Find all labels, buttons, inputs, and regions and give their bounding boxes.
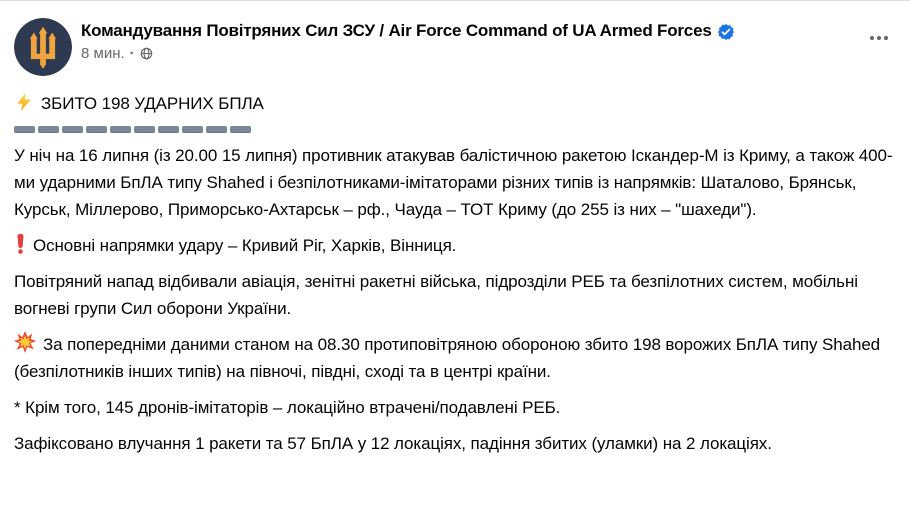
post-paragraph-5 <box>14 430 896 457</box>
minus-dash-emoji <box>14 126 35 133</box>
paragraph-text: * Крім того, 145 дронів-імітаторів – локаційно втрачені/подавлені РЕБ. <box>14 398 561 417</box>
header-text <box>81 18 864 62</box>
name-row <box>81 21 864 41</box>
post-paragraph-1 <box>14 232 896 259</box>
trident-emblem-icon <box>14 18 72 76</box>
paragraph-text: За попередніми даними станом на 08.30 протиповітряною обороною збито 198 ворожих БпЛА типу Shahed (безпілотників інших типів) на півночі, півдні, сході та в центрі країни. <box>14 335 881 381</box>
post-body <box>0 90 910 457</box>
paragraph-text: У ніч на 16 липня (із 20.00 15 липня) противник атакував балістичною ракетою Іскандер-М із Криму, а також 400-ми ударними БпЛА типу Shahed і безпілотниками-імітаторами різних типів із напрямків: Шаталово, Брянськ, Курськ, Міллерово, Приморсько-Ахтарськ – рф., Чауда – ТОТ Криму (до 255 із них – "шахеди"). <box>14 146 893 219</box>
minus-dash-emoji <box>62 126 83 133</box>
red-exclamation-icon <box>14 233 27 254</box>
minus-dash-emoji <box>230 126 251 133</box>
minus-dash-emoji <box>158 126 179 133</box>
post-paragraph-0 <box>14 142 896 223</box>
post-paragraph-2 <box>14 268 896 322</box>
page-avatar[interactable] <box>14 18 72 76</box>
meta-separator: · <box>129 45 135 62</box>
verified-badge-icon <box>718 24 734 40</box>
more-options-button[interactable] <box>864 26 894 50</box>
paragraph-text: Повітряний напад відбивали авіація, зенітні ракетні війська, підрозділи РЕБ та безпілотних систем, мобільні вогневі групи Сил оборони України. <box>14 272 858 318</box>
minus-dash-emoji <box>86 126 107 133</box>
minus-dash-emoji <box>134 126 155 133</box>
page-name-link[interactable]: Командування Повітряних Сил ЗСУ / Air Force Command of UA Armed Forces <box>81 21 712 40</box>
collision-icon <box>14 331 36 353</box>
globe-icon <box>140 47 153 60</box>
post-title <box>14 90 896 117</box>
separator-dashes <box>14 126 896 133</box>
post-header <box>0 1 910 76</box>
post-timestamp[interactable]: 8 мин. <box>81 45 125 62</box>
minus-dash-emoji <box>182 126 203 133</box>
more-options-icon <box>870 36 874 40</box>
paragraph-text: Зафіксовано влучання 1 ракети та 57 БпЛА у 12 локаціях, падіння збитих (уламки) на 2 локаціях. <box>14 434 772 453</box>
post-paragraph-3 <box>14 331 896 385</box>
post-paragraph-4 <box>14 394 896 421</box>
post-title-text: ЗБИТО 198 УДАРНИХ БПЛА <box>41 94 264 113</box>
minus-dash-emoji <box>38 126 59 133</box>
minus-dash-emoji <box>206 126 227 133</box>
post-meta <box>81 45 864 62</box>
lightning-icon <box>14 92 34 112</box>
paragraph-text: Основні напрямки удару – Кривий Ріг, Харків, Вінниця. <box>33 236 457 255</box>
minus-dash-emoji <box>110 126 131 133</box>
